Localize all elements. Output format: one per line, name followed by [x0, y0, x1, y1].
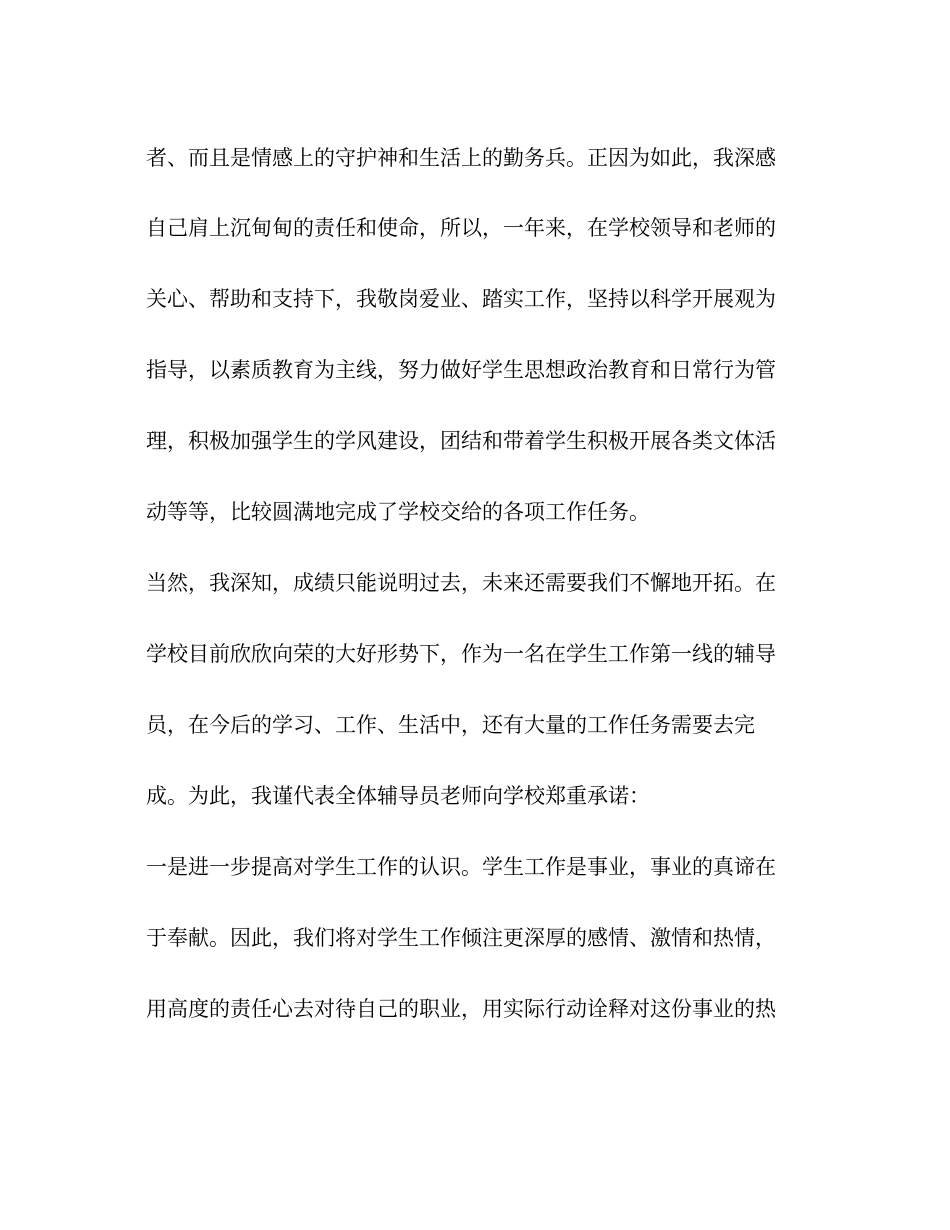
text-line: 员，在今后的学习、工作、生活中，还有大量的工作任务需要去完: [146, 713, 755, 737]
text-line: 一是进一步提高对学生工作的认识。学生工作是事业，事业的真谛在: [146, 855, 776, 879]
text-line: 于奉献。因此，我们将对学生工作倾注更深厚的感情、激情和热情，: [146, 926, 776, 950]
text-line: 关心、帮助和支持下，我敬岗爱业、踏实工作，坚持以科学开展观为: [146, 287, 776, 311]
text-line: 者、而且是情感上的守护神和生活上的勤务兵。正因为如此，我深感: [146, 146, 776, 170]
text-line: 学校目前欣欣向荣的大好形势下，作为一名在学生工作第一线的辅导: [146, 642, 776, 666]
text-line: 动等等，比较圆满地完成了学校交给的各项工作任务。: [146, 500, 650, 524]
text-line: 理，积极加强学生的学风建设，团结和带着学生积极开展各类文体活: [146, 429, 776, 453]
text-line: 自己肩上沉甸甸的责任和使命，所以，一年来，在学校领导和老师的: [146, 216, 776, 240]
text-line: 当然，我深知，成绩只能说明过去，未来还需要我们不懈地开拓。在: [146, 571, 776, 595]
text-line: 成。为此，我谨代表全体辅导员老师向学校郑重承诺：: [146, 784, 650, 808]
text-line: 指导，以素质教育为主线，努力做好学生思想政治教育和日常行为管: [146, 358, 776, 382]
text-line: 用高度的责任心去对待自己的职业，用实际行动诠释对这份事业的热: [146, 997, 776, 1021]
